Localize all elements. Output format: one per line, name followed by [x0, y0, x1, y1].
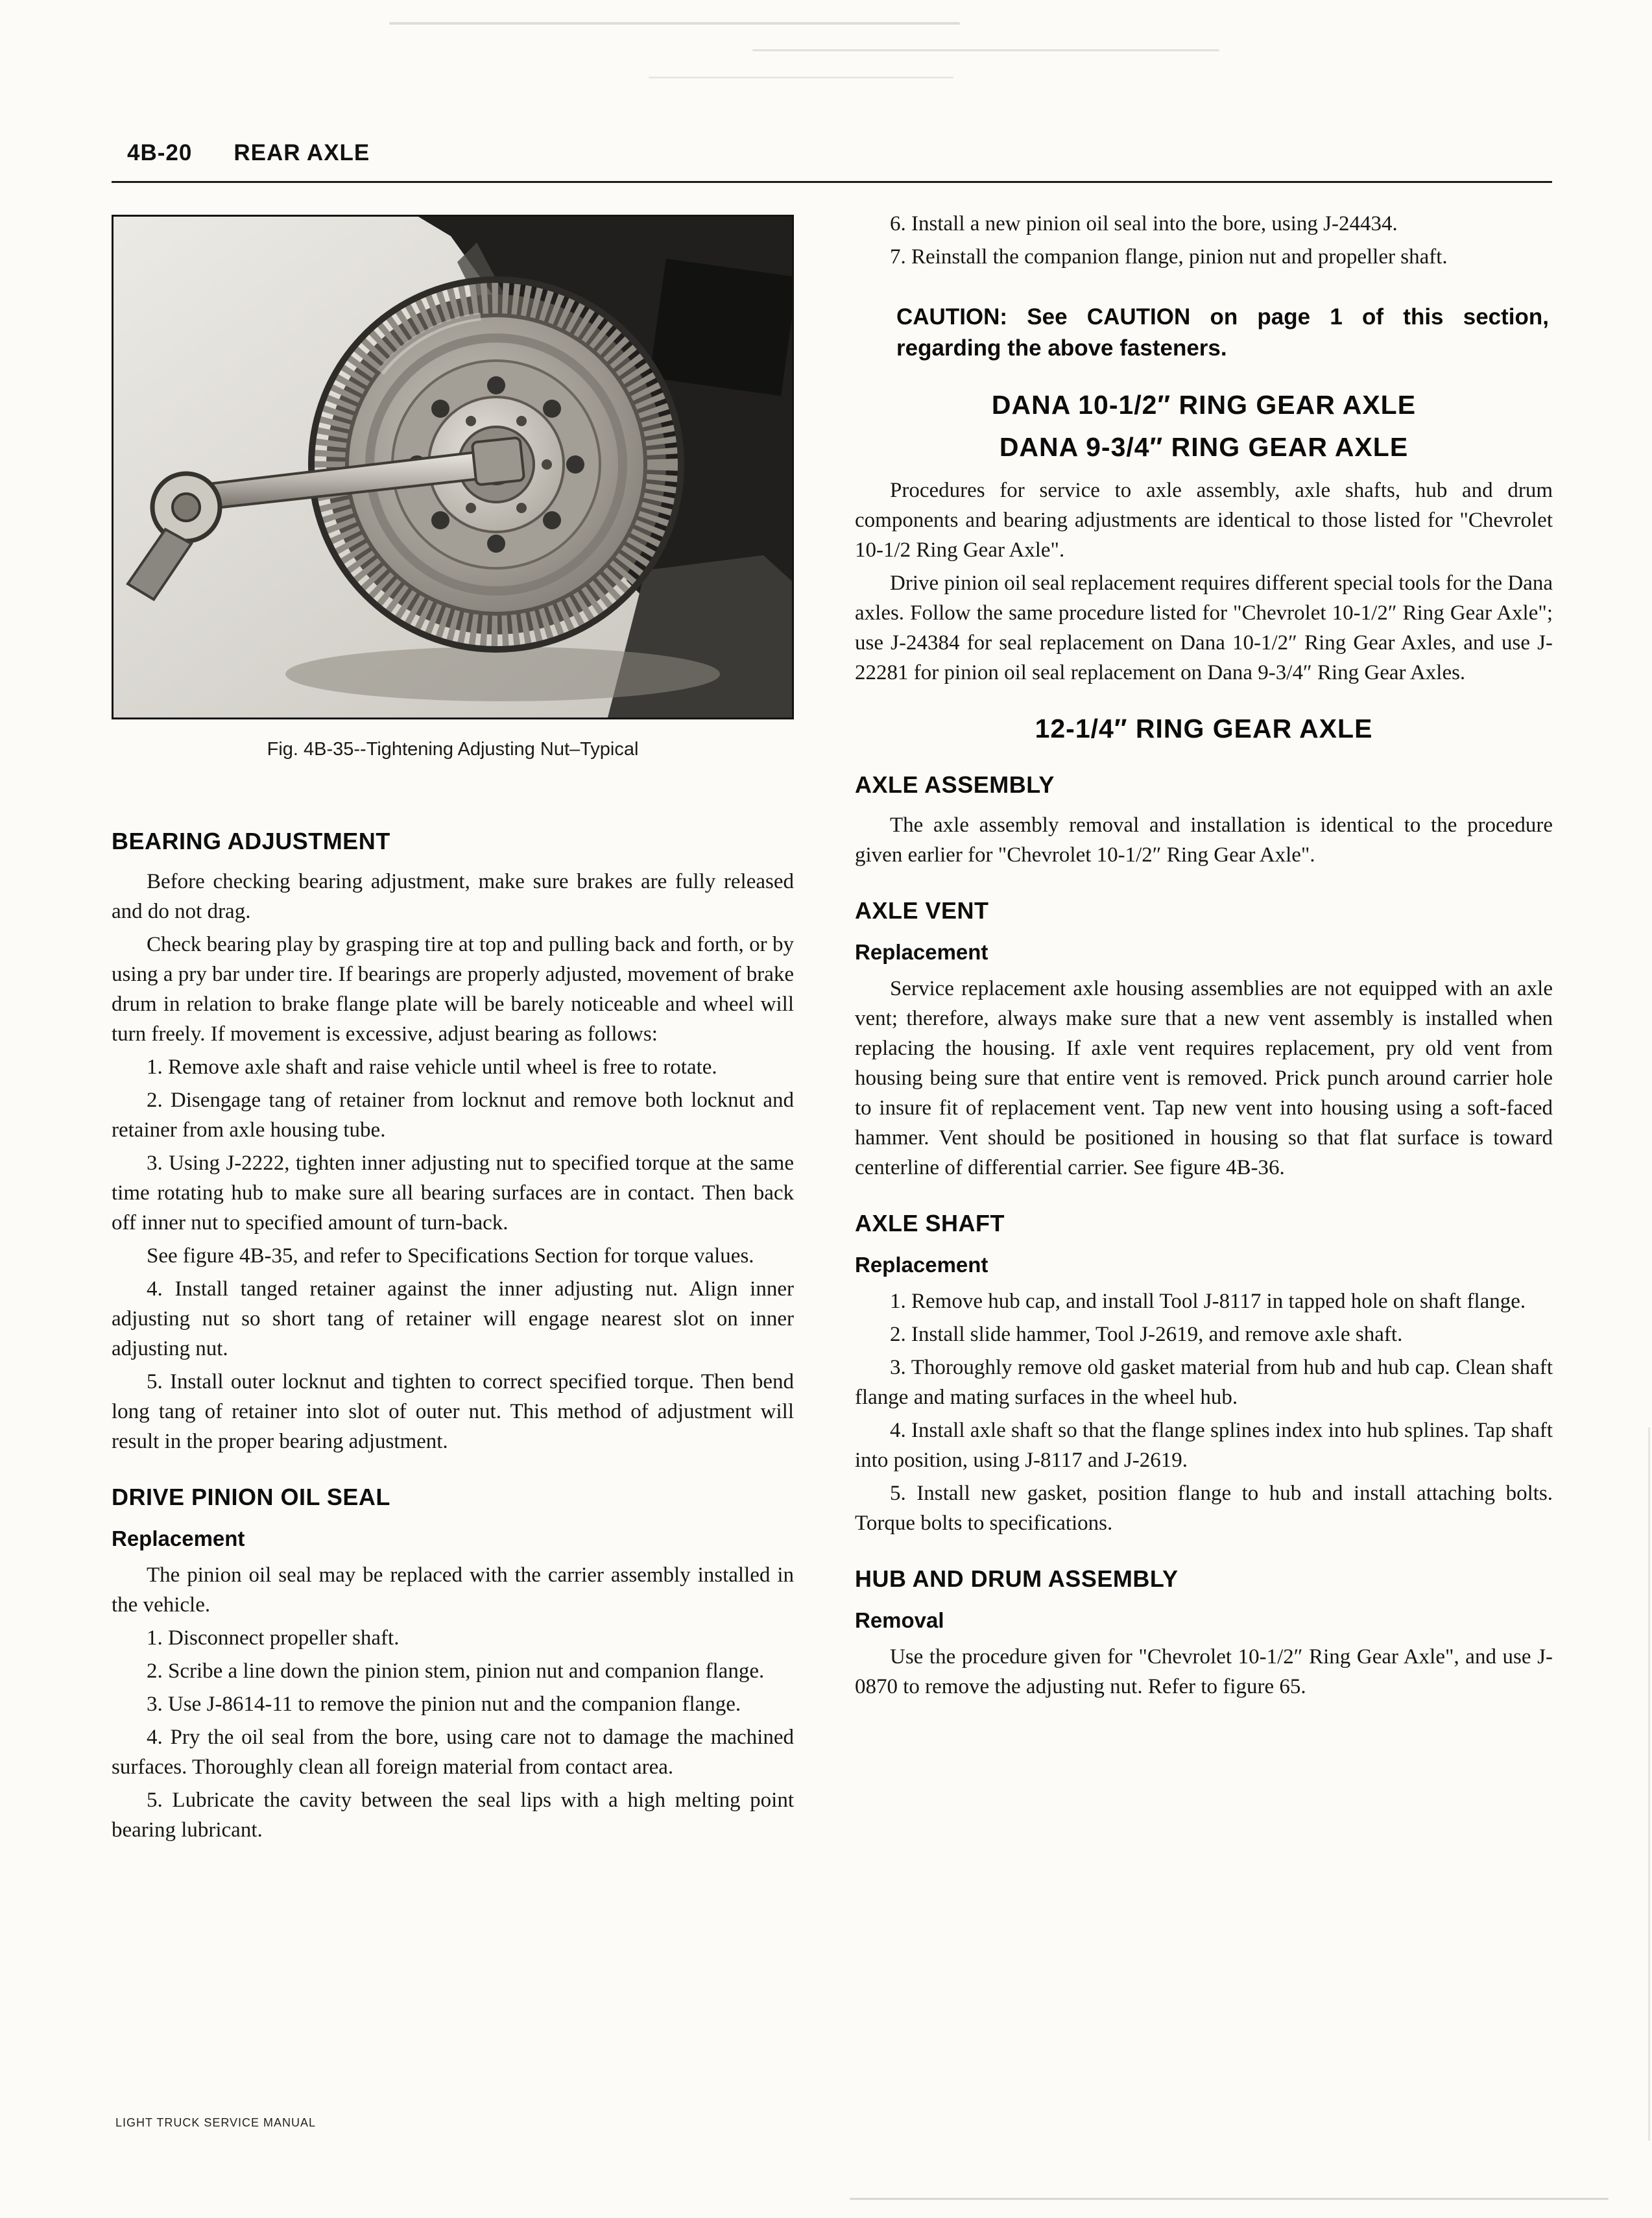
scan-artifact: [752, 49, 1219, 51]
heading-axle-shaft: AXLE SHAFT: [855, 1210, 1005, 1236]
pinion-step-1: 1. Disconnect propeller shaft.: [147, 1626, 400, 1650]
pinion-step-2: 2. Scribe a line down the pinion stem, pinion nut and companion flange.: [147, 1659, 765, 1683]
pinion-step-5: 5. Lubricate the cavity between the seal lips with a high melting point bearing lubricant.: [112, 1789, 794, 1842]
subheading-removal: Removal: [855, 1608, 944, 1632]
subheading-replacement-pinion: Replacement: [112, 1526, 245, 1550]
figure-4b35-photo: [114, 217, 792, 717]
bearing-para-2: Check bearing play by grasping tire at top and pulling back and forth, or by using a pry bar under tire. If bearings are properly adjusted, movement of brake drum in relation to brake flange plate will be barely noticeable and wheel will turn freely. If movement is excessive, adjust bearing as follows:: [112, 933, 794, 1046]
right-column: [855, 209, 1553, 1705]
page-number: 4B-20: [127, 140, 193, 165]
heading-drive-pinion-oil-seal: DRIVE PINION OIL SEAL: [112, 1484, 390, 1510]
axle-shaft-step-4: 4. Install axle shaft so that the flange splines index into hub splines. Tap shaft into position, using J-8117 and J-2619.: [855, 1419, 1553, 1472]
hub-drum-para: Use the procedure given for "Chevrolet 10-1/2″ Ring Gear Axle", and use J-0870 to remove the adjusting nut. Refer to figure 65.: [855, 1645, 1553, 1698]
subheading-replacement-vent: Replacement: [855, 940, 988, 964]
subheading-replacement-shaft: Replacement: [855, 1253, 988, 1277]
heading-axle-assembly: AXLE ASSEMBLY: [855, 771, 1055, 798]
pinion-para-intro: The pinion oil seal may be replaced with the carrier assembly installed in the vehicle.: [112, 1563, 794, 1617]
bearing-note-figure: See figure 4B-35, and refer to Specifications Section for torque values.: [147, 1244, 754, 1268]
scan-artifact: [649, 77, 953, 78]
axle-shaft-step-5: 5. Install new gasket, position flange to hub and install attaching bolts. Torque bolts to specifications.: [855, 1482, 1553, 1535]
heading-hub-and-drum-assembly: HUB AND DRUM ASSEMBLY: [855, 1565, 1179, 1592]
page-title: REAR AXLE: [233, 140, 370, 165]
heading-bearing-adjustment: BEARING ADJUSTMENT: [112, 828, 390, 854]
axle-shaft-step-2: 2. Install slide hammer, Tool J-2619, and remove axle shaft.: [890, 1323, 1403, 1346]
page-footer: LIGHT TRUCK SERVICE MANUAL: [115, 2116, 317, 2129]
axle-shaft-step-3: 3. Thoroughly remove old gasket material from hub and hub cap. Clean shaft flange and mating surfaces in the wheel hub.: [855, 1356, 1553, 1409]
axle-vent-para: Service replacement axle housing assemblies are not equipped with an axle vent; therefore, always make sure that a new vent assembly is installed when replacing the housing. If axle vent requires replacement, pry old vent from housing being sure that entire vent is removed. Prick punch around carrier hole to insure fit of replacement vent. Tap new vent into housing using a soft-faced hammer. Vent should be positioned in housing so that flat surface is toward centerline of differential carrier. See figure 4B-36.: [855, 977, 1553, 1179]
axle-shaft-step-1: 1. Remove hub cap, and install Tool J-8117 in tapped hole on shaft flange.: [890, 1290, 1526, 1313]
heading-12-1-4-ring-gear-axle: 12-1/4″ RING GEAR AXLE: [1035, 714, 1373, 743]
pinion-step-7: 7. Reinstall the companion flange, pinion nut and propeller shaft.: [890, 245, 1448, 269]
heading-dana-10-1-2-ring-gear-axle: DANA 10-1/2″ RING GEAR AXLE: [991, 390, 1417, 420]
dana-para-1: Procedures for service to axle assembly, axle shafts, hub and drum components and bearing adjustments are identical to those listed for "Chevrolet 10-1/2 Ring Gear Axle".: [855, 479, 1553, 562]
figure-4b35: [112, 215, 794, 719]
pinion-step-3: 3. Use J-8614-11 to remove the pinion nut and the companion flange.: [147, 1693, 741, 1716]
header-rule: [112, 181, 1552, 183]
page-header: [127, 140, 370, 166]
bearing-para-1: Before checking bearing adjustment, make sure brakes are fully released and do not drag.: [112, 870, 794, 923]
scan-artifact: [389, 22, 960, 25]
caution-note: CAUTION: See CAUTION on page 1 of this section, regarding the above fasteners.: [896, 304, 1549, 361]
dana-para-2: Drive pinion oil seal replacement requires different special tools for the Dana axles. Follow the same procedure listed for "Chevrolet 10-1/2″ Ring Gear Axle"; use J-24384 for seal replacement on Dana 10-1/2″ Ring Gear Axles, and use J-22281 for pinion oil seal replacement on Dana 9-3/4″ Ring Gear Axles.: [855, 572, 1553, 684]
axle-assembly-para: The axle assembly removal and installation is identical to the procedure given earlier for "Chevrolet 10-1/2″ Ring Gear Axle".: [855, 814, 1553, 867]
scan-artifact: [1648, 1427, 1650, 2141]
bearing-step-4: 4. Install tanged retainer against the inner adjusting nut. Align inner adjusting nut so short tang of retainer will engage nearest slot on inner adjusting nut.: [112, 1277, 794, 1360]
scan-artifact: [850, 2198, 1609, 2200]
bearing-step-5: 5. Install outer locknut and tighten to correct specified torque. Then bend long tang of retainer into slot of outer nut. This method of adjustment will result in the proper bearing adjustment.: [112, 1370, 794, 1453]
bearing-step-1: 1. Remove axle shaft and raise vehicle until wheel is free to rotate.: [147, 1055, 717, 1079]
bearing-step-2: 2. Disengage tang of retainer from locknut and remove both locknut and retainer from axle housing tube.: [112, 1089, 794, 1142]
heading-axle-vent: AXLE VENT: [855, 897, 989, 924]
heading-dana-9-3-4-ring-gear-axle: DANA 9-3/4″ RING GEAR AXLE: [999, 432, 1409, 462]
figure-caption: Fig. 4B-35--Tightening Adjusting Nut–Typical: [267, 739, 639, 760]
left-column: [112, 215, 794, 1848]
bearing-step-3: 3. Using J-2222, tighten inner adjusting nut to specified torque at the same time rotating hub to make sure all bearing surfaces are in contact. Then back off inner nut to specified amount of turn-back.: [112, 1151, 794, 1235]
pinion-step-6: 6. Install a new pinion oil seal into the bore, using J-24434.: [890, 212, 1398, 235]
pinion-step-4: 4. Pry the oil seal from the bore, using care not to damage the machined surfaces. Thoroughly clean all foreign material from contact area.: [112, 1726, 794, 1779]
